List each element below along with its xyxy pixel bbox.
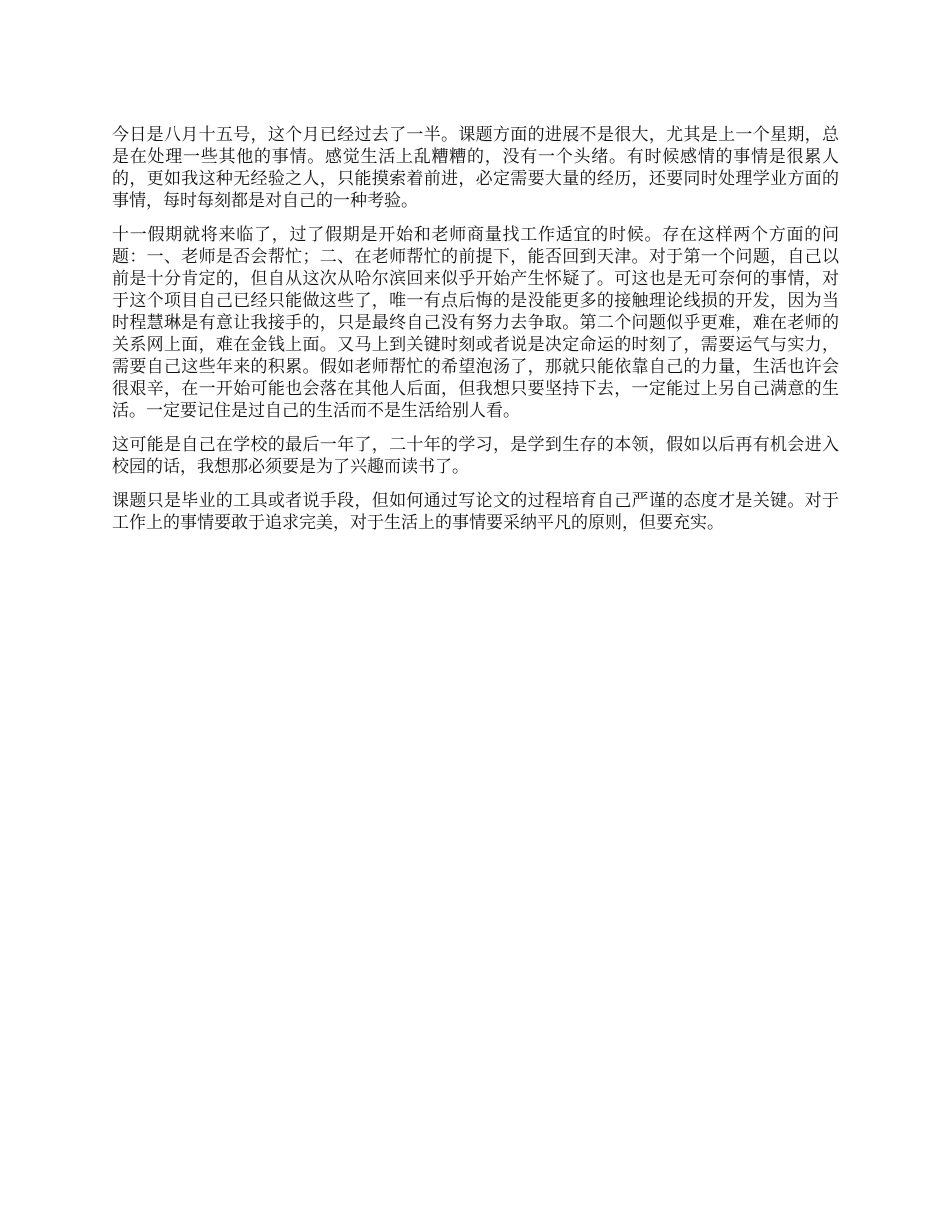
document-body [112,124,839,546]
paragraph-4: 课题只是毕业的工具或者说手段，但如何通过写论文的过程培育自己严谨的态度才是关键。对于工作上的事情要敢于追求完美，对于生活上的事情要采纳平凡的原则，但要充实。 [112,491,839,533]
paragraph-2: 十一假期就将来临了，过了假期是开始和老师商量找工作适宜的时候。存在这样两个方面的问题：一、老师是否会帮忙；二、在老师帮忙的前提下，能否回到天津。对于第一个问题，自己以前是十分肯定的，但自从这次从哈尔滨回来似乎开始产生怀疑了。可这也是无可奈何的事情，对于这个项目自己已经只能做这些了，唯一有点后悔的是没能更多的接触理论线损的开发，因为当时程慧琳是有意让我接手的，只是最终自己没有努力去争取。第二个问题似乎更难，难在老师的关系网上面，难在金钱上面。又马上到关键时刻或者说是决定命运的时刻了，需要运气与实力，需要自己这些年来的积累。假如老师帮忙的希望泡汤了，那就只能依靠自己的力量，生活也许会很艰辛，在一开始可能也会落在其他人后面，但我想只要坚持下去，一定能过上另自己满意的生活。一定要记住是过自己的生活而不是生活给别人看。 [112,225,839,421]
paragraph-3: 这可能是自己在学校的最后一年了，二十年的学习，是学到生存的本领，假如以后再有机会进入校园的话，我想那必须要是为了兴趣而读书了。 [112,435,839,477]
paragraph-1: 今日是八月十五号，这个月已经过去了一半。课题方面的进展不是很大，尤其是上一个星期，总是在处理一些其他的事情。感觉生活上乱糟糟的，没有一个头绪。有时候感情的事情是很累人的，更如我这种无经验之人，只能摸索着前进，必定需要大量的经历，还要同时处理学业方面的事情，每时每刻都是对自己的一种考验。 [112,125,839,211]
